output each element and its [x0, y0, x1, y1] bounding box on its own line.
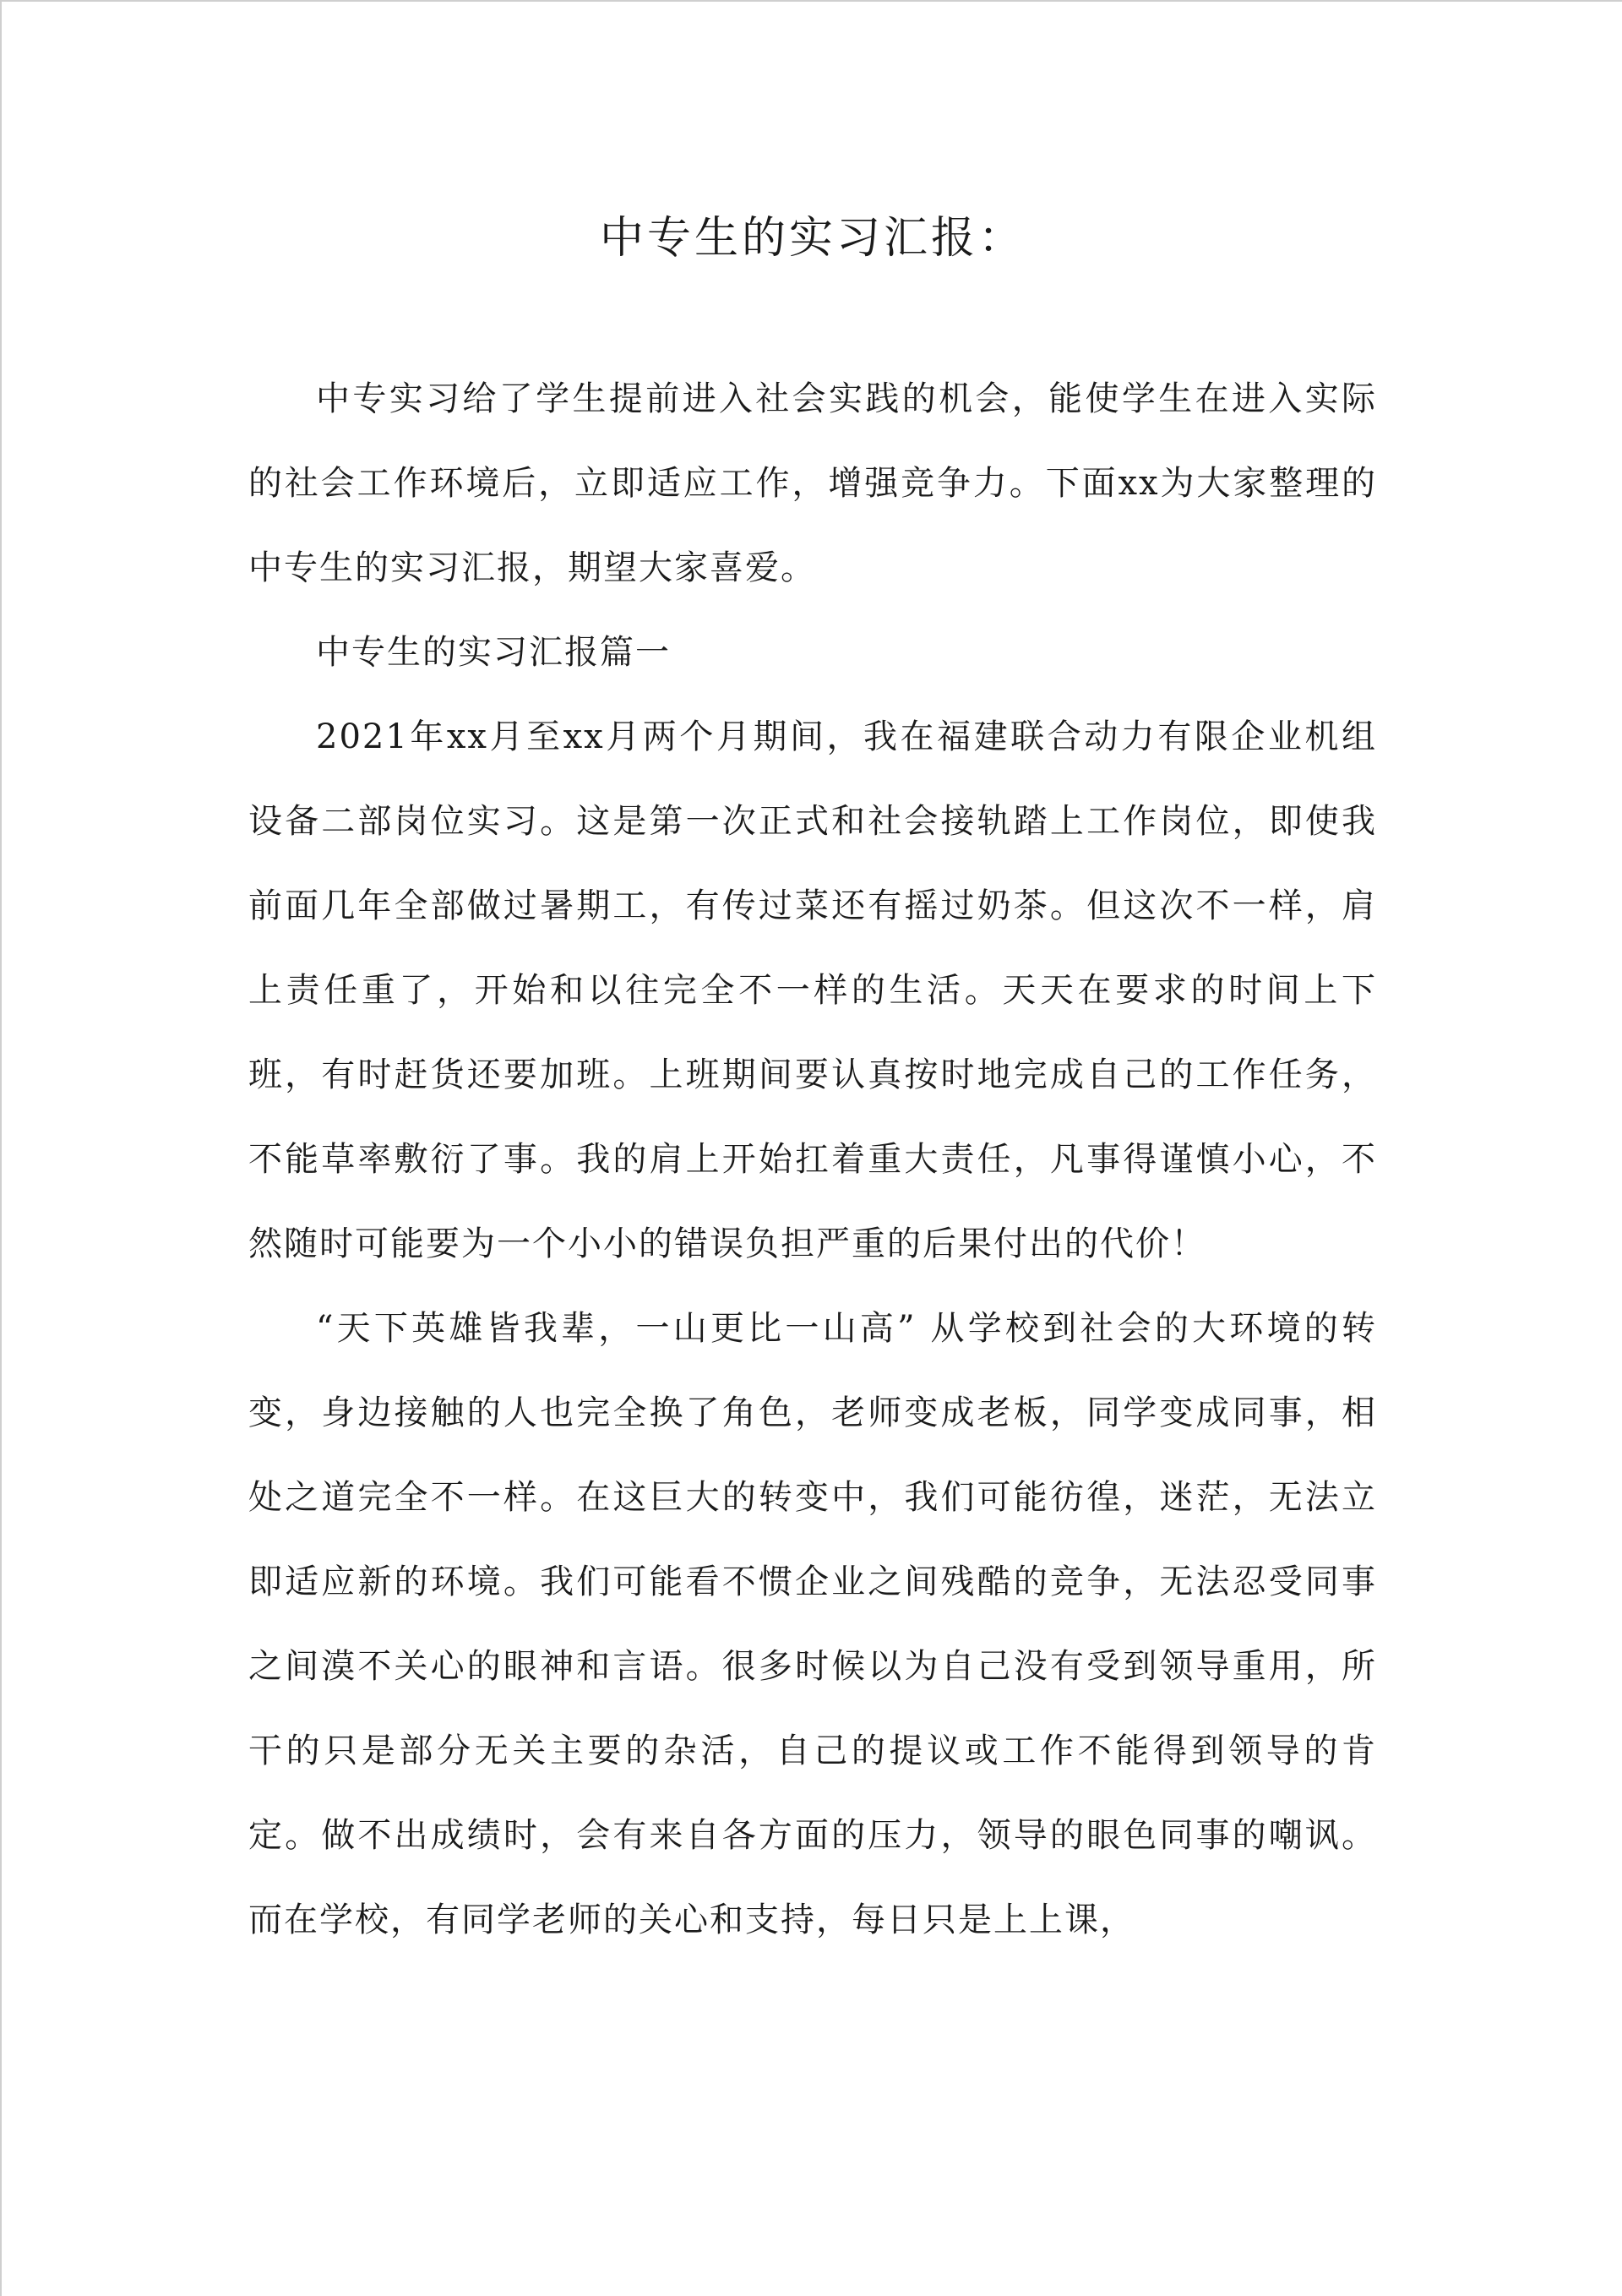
section-heading: 中专生的实习汇报篇一 — [316, 633, 671, 672]
intro-paragraph: 中专实习给了学生提前进入社会实践的机会，能使学生在进入实际的社会工作环境后，立即适应工作，增强竞争力。下面xx为大家整理的中专生的实习汇报，期望大家喜爱。 — [248, 379, 1377, 587]
body-paragraph-2: “天下英雄皆我辈，一山更比一山高” 从学校到社会的大环境的转变，身边接触的人也完全换了角色，老师变成老板，同学变成同事，相处之道完全不一样。在这巨大的转变中，我们可能彷徨，迷茫，无法立即适应新的环境。我们可能看不惯企业之间残酷的竞争，无法忍受同事之间漠不关心的眼神和言语。很多时候以为自己没有受到领导重用，所干的只是部分无关主要的杂活，自己的提议或工作不能得到领导的肯定。做不出成绩时，会有来自各方面的压力，领导的眼色同事的嘲讽。而在学校，有同学老师的关心和支持，每日只是上上课， — [248, 1309, 1377, 1939]
document-title: 中专生的实习汇报： — [599, 213, 1026, 264]
document-body — [248, 171, 1377, 1962]
body-paragraph-1: 2021年xx月至xx月两个月期间，我在福建联合动力有限企业机组设备二部岗位实习。这是第一次正式和社会接轨踏上工作岗位，即使我前面几年全部做过暑期工，有传过菜还有摇过奶茶。但这次不一样，肩上责任重了，开始和以往完全不一样的生活。天天在要求的时间上下班，有时赶货还要加班。上班期间要认真按时地完成自己的工作任务，不能草率敷衍了事。我的肩上开始扛着重大责任，凡事得谨慎小心，不然随时可能要为一个小小的错误负担严重的后果付出的代价！ — [248, 717, 1377, 1263]
